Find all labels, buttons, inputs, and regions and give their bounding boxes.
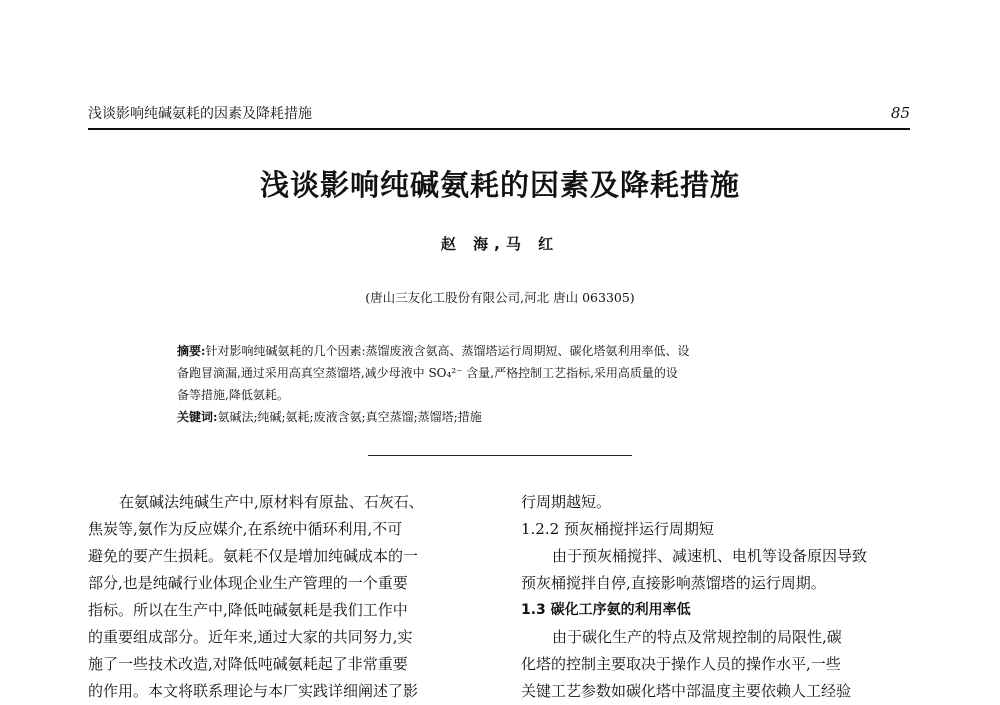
abstract-text: 针对影响纯碱氨耗的几个因素:蒸馏废液含氨高、蒸馏塔运行周期短、碳化塔氨利用率低、设	[205, 344, 690, 358]
affiliation: (唐山三友化工股份有限公司,河北 唐山 063305)	[365, 290, 635, 305]
running-header	[88, 103, 910, 123]
body-left-column	[88, 489, 485, 705]
body-line: 施了一些技术改造,对降低吨碱氨耗起了非常重要	[88, 655, 408, 673]
body-line: 的重要组成部分。近年来,通过大家的共同努力,实	[88, 628, 413, 646]
body-line: 由于预灰桶搅拌、减速机、电机等设备原因导致	[552, 547, 868, 565]
abstract-label: 摘要:	[177, 344, 206, 358]
section-heading-1-2-2: 1.2.2 预灰桶搅拌运行周期短	[521, 520, 714, 538]
running-title: 浅谈影响纯碱氨耗的因素及降耗措施	[88, 106, 312, 122]
body-right-column	[521, 489, 913, 705]
body-line: 预灰桶搅拌自停,直接影响蒸馏塔的运行周期。	[521, 574, 826, 592]
abstract-block	[177, 340, 823, 428]
body-line: 焦炭等,氨作为反应媒介,在系统中循环利用,不可	[88, 520, 403, 538]
page-number: 85	[890, 104, 910, 122]
keywords-line	[177, 406, 823, 428]
body-line: 化塔的控制主要取决于操作人员的操作水平,一些	[521, 655, 841, 673]
body-line: 行周期越短。	[521, 493, 612, 511]
body-line: 避免的要产生损耗。氨耗不仅是增加纯碱成本的一	[88, 547, 419, 565]
header-rule	[88, 128, 910, 130]
authors: 赵 海,马 红	[440, 235, 560, 253]
abstract-line	[177, 340, 823, 362]
paper-title: 浅谈影响纯碱氨耗的因素及降耗措施	[259, 168, 740, 202]
section-divider	[368, 455, 632, 456]
body-line: 由于碳化生产的特点及常规控制的局限性,碳	[552, 628, 842, 646]
abstract-line: 备等措施,降低氨耗。	[177, 388, 289, 402]
body-line: 关键工艺参数如碳化塔中部温度主要依赖人工经验	[521, 682, 852, 700]
body-line: 指标。所以在生产中,降低吨碱氨耗是我们工作中	[88, 601, 408, 619]
body-line: 在氨碱法纯碱生产中,原材料有原盐、石灰石、	[119, 493, 424, 511]
keywords-label: 关键词:	[177, 410, 218, 424]
abstract-line: 备跑冒滴漏,通过采用高真空蒸馏塔,减少母液中 SO₄²⁻ 含量,严格控制工艺指标,采用高质量的设	[177, 366, 678, 380]
section-heading-1-3: 1.3 碳化工序氨的利用率低	[521, 602, 691, 618]
body-line: 的作用。本文将联系理论与本厂实践详细阐述了影	[88, 682, 419, 700]
body-line: 部分,也是纯碱行业体现企业生产管理的一个重要	[88, 574, 408, 592]
keywords-text: 氨碱法;纯碱;氨耗;废液含氨;真空蒸馏;蒸馏塔;措施	[217, 410, 482, 424]
